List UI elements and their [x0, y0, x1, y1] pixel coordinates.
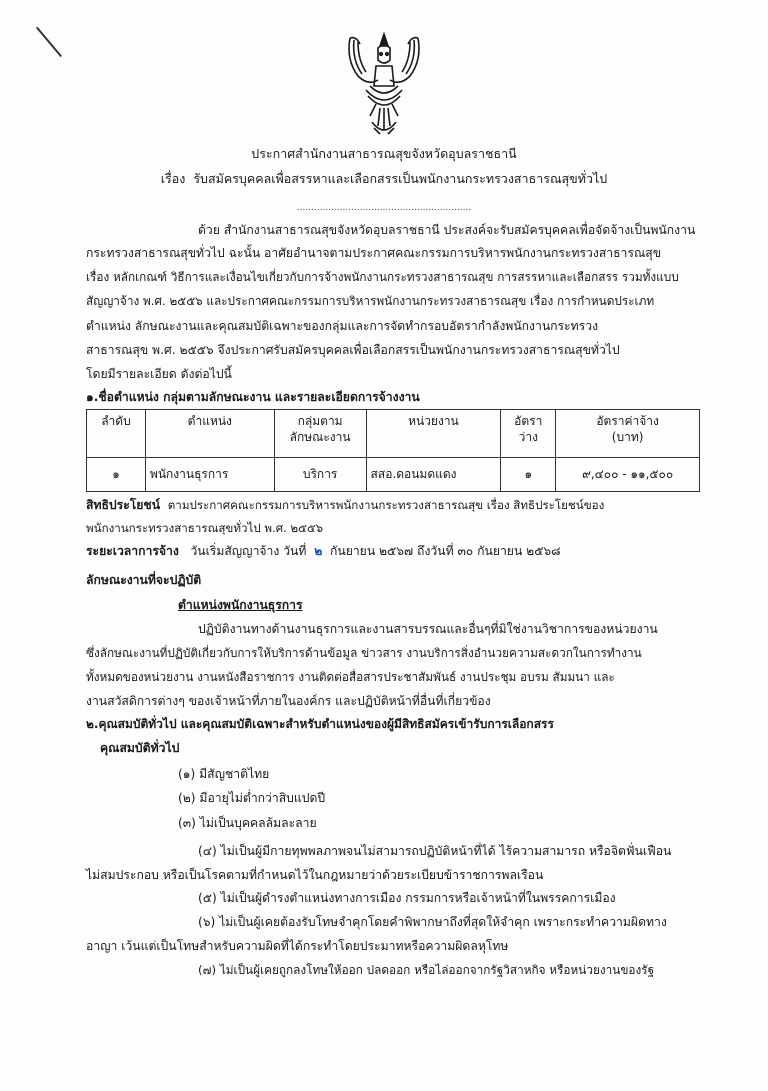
section1-heading: ๑.ชื่อตำแหน่ง กลุ่มตามลักษณะงาน และรายละเอียดการจ้างงาน [86, 390, 420, 404]
column-header-wage: อัตราค่าจ้าง (บาท) [556, 410, 700, 458]
handwritten-start-day: ๒ [314, 544, 323, 558]
cell-wage: ๙,๔๐๐ - ๑๑,๕๐๐ [556, 458, 700, 492]
qualification-item-4-line-2: ไม่สมประกอบ หรือเป็นโรคตามที่กำหนดไว้ในกฎหมายว่าด้วยระเบียบข้าราชการพลเรือน [86, 868, 544, 882]
column-header-order: ลำดับ [87, 410, 146, 458]
cell-order: ๑ [87, 458, 146, 492]
duties-position-heading: ตำแหน่งพนักงานธุรการ [178, 598, 303, 612]
qualification-item-6-line-1: (๖) ไม่เป็นผู้เคยต้องรับโทษจำคุกโดยคำพิพากษาถึงที่สุดให้จำคุก เพราะกระทำความผิดทาง [198, 915, 667, 929]
section2-heading: ๒.คุณสมบัติทั่วไป และคุณสมบัติเฉพาะสำหรับตำแหน่งของผู้มีสิทธิสมัครเข้ารับการเลือกสรร [86, 717, 554, 731]
intro-line-7: โดยมีรายละเอียด ดังต่อไปนี้ [86, 367, 232, 381]
separator: ............................................................. [296, 203, 472, 213]
duties-line-1: ปฏิบัติงานทางด้านงานธุรการและงานสารบรรณและอื่นๆที่มิใช่งานวิชาการของหน่วยงาน [198, 622, 658, 636]
positions-table [86, 409, 700, 492]
employment-period [86, 543, 561, 559]
duties-line-4: งานสวัสดิการต่างๆ ของเจ้าหน้าที่ภายในองค์กร และปฏิบัติหน้าที่อื่นที่เกี่ยวข้อง [86, 694, 491, 708]
qualification-item-4-line-1: (๔) ไม่เป็นผู้มีกายทุพพลภาพจนไม่สามารถปฏิบัติหน้าที่ได้ ไร้ความสามารถ หรือจิตฟั่นเฟือน [198, 844, 672, 858]
qualification-item-1: (๑) มีสัญชาติไทย [178, 767, 270, 781]
subject-text: รับสมัครบุคคลเพื่อสรรหาและเลือกสรรเป็นพนักงานกระทรวงสาธารณสุขทั่วไป [193, 171, 608, 186]
subject-label: เรื่อง [160, 171, 186, 186]
intro-line-1: ด้วย สำนักงานสาธารณสุขจังหวัดอุบลราชธานี ประสงค์จะรับสมัครบุคคลเพื่อจัดจ้างเป็นพนักงาน [198, 223, 696, 237]
subject-line [0, 171, 768, 187]
column-header-group: กลุ่มตาม ลักษณะงาน [274, 410, 366, 458]
benefits-line-1 [86, 497, 604, 513]
qualification-item-5: (๕) ไม่เป็นผู้ดำรงตำแหน่งทางการเมือง กรรมการหรือเจ้าหน้าที่ในพรรคการเมือง [198, 891, 616, 905]
qualification-item-6-line-2: อาญา เว้นแต่เป็นโทษสำหรับความผิดที่ได้กระทำโดยประมาทหรือความผิดลหุโทษ [86, 939, 509, 953]
employment-period-dates: กันยายน ๒๕๖๗ ถึงวันที่ ๓๐ กันยายน ๒๕๖๘ [329, 544, 561, 558]
column-header-vacancies: อัตรา ว่าง [501, 410, 556, 458]
pen-mark [36, 27, 62, 57]
cell-unit: สสอ.ดอนมดแดง [366, 458, 501, 492]
cell-position: พนักงานธุรการ [145, 458, 274, 492]
benefits-label: สิทธิประโยชน์ [86, 498, 161, 512]
employment-period-label: ระยะเวลาการจ้าง [86, 544, 179, 558]
column-header-position: ตำแหน่ง [145, 410, 274, 458]
benefits-text: ตามประกาศคณะกรรมการบริหารพนักงานกระทรวงสาธารณสุข เรื่อง สิทธิประโยชน์ของ [167, 498, 605, 512]
intro-line-2: กระทรวงสาธารณสุขทั่วไป ฉะนั้น อาศัยอำนาจตามประกาศคณะกรรมการบริหารพนักงานกระทรวงสาธารณสุข [86, 246, 662, 260]
column-header-unit: หน่วยงาน [366, 410, 501, 458]
garuda-emblem-icon [340, 30, 428, 140]
intro-line-5: ตำแหน่ง ลักษณะงานและคุณสมบัติเฉพาะของกลุ่มและการจัดทำกรอบอัตรากำลังพนักงานกระทรวง [86, 319, 599, 333]
duties-line-3: ทั้งหมดของหน่วยงาน งานหนังสือราชการ งานติดต่อสื่อสารประชาสัมพันธ์ งานประชุม อบรม สัมมนา และ [86, 670, 615, 684]
employment-period-prefix: วันเริ่มสัญญาจ้าง วันที่ [190, 544, 307, 558]
cell-group: บริการ [274, 458, 366, 492]
table-header-row [87, 410, 700, 458]
section2-subheading: คุณสมบัติทั่วไป [100, 741, 180, 755]
qualification-item-7-line-1: (๗) ไม่เป็นผู้เคยถูกลงโทษให้ออก ปลดออก หรือไล่ออกจากรัฐวิสาหกิจ หรือหน่วยงานของรัฐ [198, 963, 655, 977]
qualification-item-2: (๒) มีอายุไม่ต่ำกว่าสิบแปดปี [178, 791, 326, 805]
agency-title: ประกาศสำนักงานสาธารณสุขจังหวัดอุบลราชธานี [251, 146, 517, 161]
duties-heading: ลักษณะงานที่จะปฏิบัติ [86, 573, 202, 587]
benefits-line-2: พนักงานกระทรวงสาธารณสุขทั่วไป พ.ศ. ๒๕๕๖ [86, 521, 323, 535]
intro-line-4: สัญญาจ้าง พ.ศ. ๒๕๕๖ และประกาศคณะกรรมการบริหารพนักงานกระทรวงสาธารณสุข เรื่อง การกำหนดประเภท [86, 294, 655, 308]
duties-line-2: ซึ่งลักษณะงานที่ปฏิบัติเกี่ยวกับการให้บริการด้านข้อมูล ข่าวสาร งานบริการสิ่งอำนวยความสะดวกในการทำงาน [86, 646, 642, 660]
intro-line-6: สาธารณสุข พ.ศ. ๒๕๕๖ จึงประกาศรับสมัครบุคคลเพื่อเลือกสรรเป็นพนักงานกระทรวงสาธารณสุขทั่วไป [86, 343, 620, 357]
table-row [87, 458, 700, 492]
cell-vacancies: ๑ [501, 458, 556, 492]
intro-line-3: เรื่อง หลักเกณฑ์ วิธีการและเงื่อนไขเกี่ยวกับการจ้างพนักงานกระทรวงสาธารณสุข การสรรหาและเลือกสรร รวมทั้งแบบ [86, 270, 679, 284]
qualification-item-3: (๓) ไม่เป็นบุคคลล้มละลาย [178, 816, 317, 830]
